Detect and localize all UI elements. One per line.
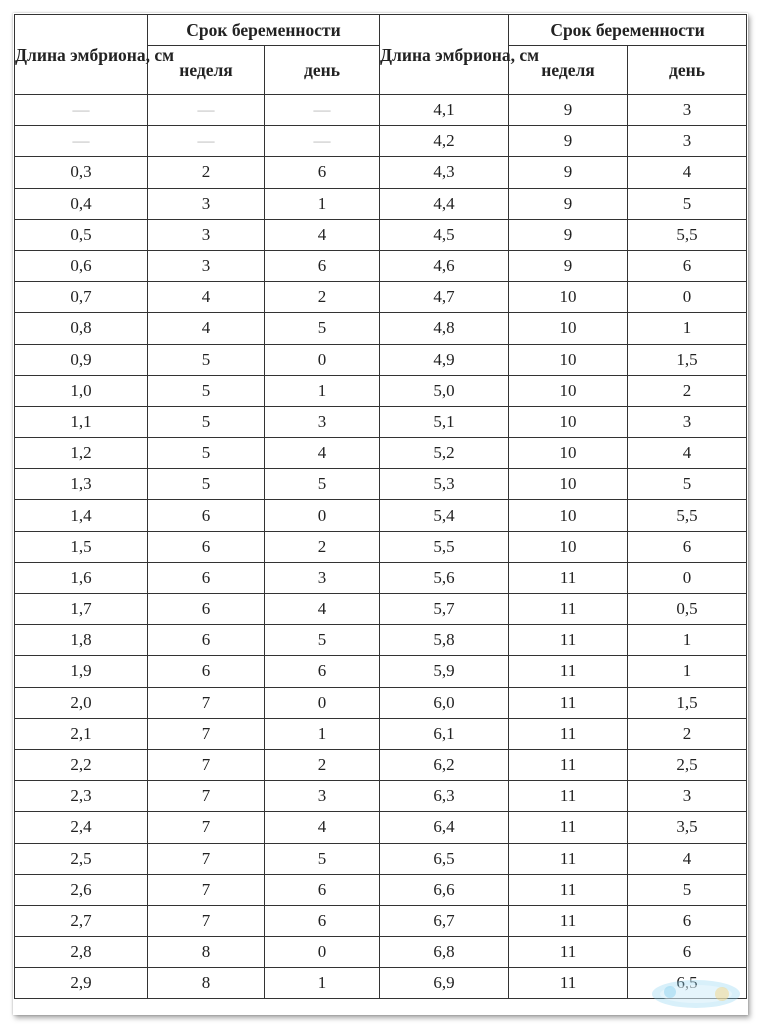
day-left-cell: 1 <box>265 718 380 749</box>
week-right-cell: 9 <box>509 95 628 126</box>
length-left-cell: 1,7 <box>15 594 148 625</box>
table-row <box>15 531 747 562</box>
day-header-right: день <box>628 46 747 95</box>
table-row <box>15 625 747 656</box>
day-left-cell: 2 <box>265 749 380 780</box>
day-right-cell: 1,5 <box>628 344 747 375</box>
week-right-cell: 10 <box>509 469 628 500</box>
week-left-cell: 7 <box>148 905 265 936</box>
day-right-cell: 6,5 <box>628 968 747 999</box>
week-right-cell: 11 <box>509 905 628 936</box>
week-left-cell: 3 <box>148 188 265 219</box>
week-left-cell: 5 <box>148 344 265 375</box>
week-left-cell: 7 <box>148 812 265 843</box>
day-right-cell: 3 <box>628 126 747 157</box>
day-right-cell: 5 <box>628 188 747 219</box>
week-left-cell: 7 <box>148 749 265 780</box>
length-right-cell: 6,2 <box>380 749 509 780</box>
week-right-cell: 11 <box>509 781 628 812</box>
length-right-cell: 5,3 <box>380 469 509 500</box>
term-header-right: Срок беременности <box>509 15 747 46</box>
day-left-cell: 3 <box>265 781 380 812</box>
length-left-cell: 1,8 <box>15 625 148 656</box>
week-left-cell: 7 <box>148 718 265 749</box>
day-left-cell: 1 <box>265 968 380 999</box>
week-left-cell: 8 <box>148 937 265 968</box>
day-left-cell: 0 <box>265 344 380 375</box>
table-row <box>15 95 747 126</box>
length-left-cell: 1,5 <box>15 531 148 562</box>
length-left-cell: 2,9 <box>15 968 148 999</box>
length-left-cell: 2,5 <box>15 843 148 874</box>
table-row <box>15 313 747 344</box>
day-left-cell: 6 <box>265 874 380 905</box>
table-row <box>15 843 747 874</box>
table-row <box>15 562 747 593</box>
length-right-cell: 6,5 <box>380 843 509 874</box>
week-right-cell: 11 <box>509 625 628 656</box>
table-row <box>15 157 747 188</box>
week-left-cell: 7 <box>148 687 265 718</box>
length-left-cell: 1,6 <box>15 562 148 593</box>
length-right-cell: 5,4 <box>380 500 509 531</box>
length-left-cell: — <box>15 95 148 126</box>
day-right-cell: 4 <box>628 843 747 874</box>
week-left-cell: 5 <box>148 375 265 406</box>
length-right-cell: 4,9 <box>380 344 509 375</box>
day-left-cell: 4 <box>265 219 380 250</box>
week-right-cell: 10 <box>509 531 628 562</box>
week-right-cell: 11 <box>509 594 628 625</box>
table-row <box>15 375 747 406</box>
length-left-cell: 0,6 <box>15 250 148 281</box>
day-right-cell: 3 <box>628 781 747 812</box>
table-row <box>15 188 747 219</box>
day-left-cell: 6 <box>265 905 380 936</box>
length-left-cell: 0,3 <box>15 157 148 188</box>
length-right-cell: 4,8 <box>380 313 509 344</box>
day-left-cell: 6 <box>265 656 380 687</box>
week-left-cell: 5 <box>148 438 265 469</box>
length-right-cell: 6,6 <box>380 874 509 905</box>
length-left-cell: — <box>15 126 148 157</box>
week-right-cell: 11 <box>509 812 628 843</box>
length-left-cell: 2,8 <box>15 937 148 968</box>
day-left-cell: 4 <box>265 812 380 843</box>
length-left-cell: 2,3 <box>15 781 148 812</box>
week-left-cell: 6 <box>148 625 265 656</box>
table-row <box>15 250 747 281</box>
week-left-cell: 3 <box>148 219 265 250</box>
length-left-cell: 2,6 <box>15 874 148 905</box>
week-right-cell: 10 <box>509 438 628 469</box>
length-right-cell: 6,3 <box>380 781 509 812</box>
length-right-cell: 6,7 <box>380 905 509 936</box>
week-left-cell: 3 <box>148 250 265 281</box>
length-left-cell: 1,2 <box>15 438 148 469</box>
day-right-cell: 1,5 <box>628 687 747 718</box>
week-left-cell: 4 <box>148 313 265 344</box>
week-right-cell: 10 <box>509 344 628 375</box>
week-right-cell: 10 <box>509 375 628 406</box>
day-left-cell: 4 <box>265 594 380 625</box>
day-right-cell: 3 <box>628 95 747 126</box>
day-left-cell: 6 <box>265 250 380 281</box>
week-right-cell: 11 <box>509 656 628 687</box>
week-right-cell: 11 <box>509 687 628 718</box>
week-left-cell: 6 <box>148 594 265 625</box>
week-right-cell: 9 <box>509 126 628 157</box>
day-right-cell: 4 <box>628 157 747 188</box>
day-left-cell: — <box>265 95 380 126</box>
day-right-cell: 2,5 <box>628 749 747 780</box>
day-left-cell: 3 <box>265 562 380 593</box>
week-left-cell: 4 <box>148 282 265 313</box>
table-row <box>15 937 747 968</box>
length-left-cell: 1,9 <box>15 656 148 687</box>
day-right-cell: 1 <box>628 313 747 344</box>
day-right-cell: 4 <box>628 438 747 469</box>
length-header-right: Длина эмбриона, см <box>380 15 509 95</box>
length-right-cell: 4,7 <box>380 282 509 313</box>
day-left-cell: 5 <box>265 843 380 874</box>
day-left-cell: 2 <box>265 282 380 313</box>
week-left-cell: 6 <box>148 531 265 562</box>
term-header-left: Срок беременности <box>148 15 380 46</box>
day-right-cell: 3 <box>628 406 747 437</box>
day-header-left: день <box>265 46 380 95</box>
length-header-left: Длина эмбриона, см <box>15 15 148 95</box>
length-left-cell: 0,5 <box>15 219 148 250</box>
table-body <box>15 95 747 999</box>
table-row <box>15 406 747 437</box>
table-row <box>15 282 747 313</box>
header-row-top <box>15 15 747 46</box>
day-right-cell: 1 <box>628 656 747 687</box>
length-right-cell: 5,9 <box>380 656 509 687</box>
table-row <box>15 126 747 157</box>
day-left-cell: 0 <box>265 937 380 968</box>
week-left-cell: 6 <box>148 656 265 687</box>
length-left-cell: 1,3 <box>15 469 148 500</box>
day-left-cell: 6 <box>265 157 380 188</box>
length-left-cell: 0,4 <box>15 188 148 219</box>
length-left-cell: 0,8 <box>15 313 148 344</box>
table-row <box>15 219 747 250</box>
length-right-cell: 4,5 <box>380 219 509 250</box>
week-left-cell: 6 <box>148 500 265 531</box>
week-right-cell: 11 <box>509 749 628 780</box>
length-left-cell: 0,7 <box>15 282 148 313</box>
length-left-cell: 2,4 <box>15 812 148 843</box>
week-left-cell: 7 <box>148 874 265 905</box>
week-left-cell: 6 <box>148 562 265 593</box>
length-left-cell: 2,1 <box>15 718 148 749</box>
week-right-cell: 11 <box>509 843 628 874</box>
length-right-cell: 5,5 <box>380 531 509 562</box>
length-right-cell: 4,6 <box>380 250 509 281</box>
table-row <box>15 500 747 531</box>
length-left-cell: 2,0 <box>15 687 148 718</box>
table-row <box>15 656 747 687</box>
week-right-cell: 11 <box>509 718 628 749</box>
table-row <box>15 781 747 812</box>
table-row <box>15 344 747 375</box>
week-left-cell: — <box>148 95 265 126</box>
week-right-cell: 10 <box>509 406 628 437</box>
day-left-cell: 0 <box>265 687 380 718</box>
week-right-cell: 9 <box>509 219 628 250</box>
day-right-cell: 6 <box>628 937 747 968</box>
week-right-cell: 10 <box>509 282 628 313</box>
day-right-cell: 6 <box>628 531 747 562</box>
day-left-cell: — <box>265 126 380 157</box>
week-right-cell: 9 <box>509 188 628 219</box>
week-header-right: неделя <box>509 46 628 95</box>
length-right-cell: 5,8 <box>380 625 509 656</box>
day-right-cell: 5,5 <box>628 500 747 531</box>
day-right-cell: 6 <box>628 905 747 936</box>
day-left-cell: 5 <box>265 313 380 344</box>
day-right-cell: 1 <box>628 625 747 656</box>
table-row <box>15 874 747 905</box>
length-right-cell: 5,0 <box>380 375 509 406</box>
length-right-cell: 5,6 <box>380 562 509 593</box>
length-right-cell: 5,7 <box>380 594 509 625</box>
length-right-cell: 5,2 <box>380 438 509 469</box>
day-right-cell: 0 <box>628 282 747 313</box>
embryo-length-table <box>14 14 747 999</box>
day-right-cell: 2 <box>628 375 747 406</box>
day-left-cell: 1 <box>265 188 380 219</box>
table-row <box>15 469 747 500</box>
day-right-cell: 0,5 <box>628 594 747 625</box>
day-left-cell: 2 <box>265 531 380 562</box>
day-left-cell: 3 <box>265 406 380 437</box>
day-right-cell: 5,5 <box>628 219 747 250</box>
table-row <box>15 687 747 718</box>
length-right-cell: 4,2 <box>380 126 509 157</box>
week-right-cell: 11 <box>509 937 628 968</box>
day-right-cell: 5 <box>628 874 747 905</box>
table-row <box>15 968 747 999</box>
length-left-cell: 1,0 <box>15 375 148 406</box>
day-right-cell: 6 <box>628 250 747 281</box>
week-right-cell: 9 <box>509 157 628 188</box>
table-row <box>15 905 747 936</box>
week-left-cell: 7 <box>148 843 265 874</box>
day-right-cell: 0 <box>628 562 747 593</box>
day-left-cell: 0 <box>265 500 380 531</box>
length-left-cell: 1,4 <box>15 500 148 531</box>
length-right-cell: 6,8 <box>380 937 509 968</box>
day-right-cell: 2 <box>628 718 747 749</box>
week-right-cell: 11 <box>509 968 628 999</box>
length-left-cell: 2,2 <box>15 749 148 780</box>
length-right-cell: 6,1 <box>380 718 509 749</box>
week-left-cell: 5 <box>148 469 265 500</box>
table-row <box>15 812 747 843</box>
week-left-cell: — <box>148 126 265 157</box>
week-right-cell: 9 <box>509 250 628 281</box>
length-right-cell: 4,4 <box>380 188 509 219</box>
table-frame <box>13 13 748 1015</box>
day-right-cell: 3,5 <box>628 812 747 843</box>
week-left-cell: 5 <box>148 406 265 437</box>
week-right-cell: 10 <box>509 313 628 344</box>
length-right-cell: 6,4 <box>380 812 509 843</box>
day-left-cell: 5 <box>265 625 380 656</box>
table-row <box>15 749 747 780</box>
length-left-cell: 1,1 <box>15 406 148 437</box>
week-right-cell: 11 <box>509 562 628 593</box>
length-right-cell: 4,1 <box>380 95 509 126</box>
week-left-cell: 7 <box>148 781 265 812</box>
week-header-left: неделя <box>148 46 265 95</box>
table-row <box>15 594 747 625</box>
table-row <box>15 438 747 469</box>
week-right-cell: 10 <box>509 500 628 531</box>
week-left-cell: 2 <box>148 157 265 188</box>
day-left-cell: 4 <box>265 438 380 469</box>
length-left-cell: 2,7 <box>15 905 148 936</box>
table-row <box>15 718 747 749</box>
length-left-cell: 0,9 <box>15 344 148 375</box>
day-left-cell: 5 <box>265 469 380 500</box>
length-right-cell: 4,3 <box>380 157 509 188</box>
length-right-cell: 6,9 <box>380 968 509 999</box>
day-left-cell: 1 <box>265 375 380 406</box>
day-right-cell: 5 <box>628 469 747 500</box>
week-left-cell: 8 <box>148 968 265 999</box>
length-right-cell: 6,0 <box>380 687 509 718</box>
length-right-cell: 5,1 <box>380 406 509 437</box>
week-right-cell: 11 <box>509 874 628 905</box>
